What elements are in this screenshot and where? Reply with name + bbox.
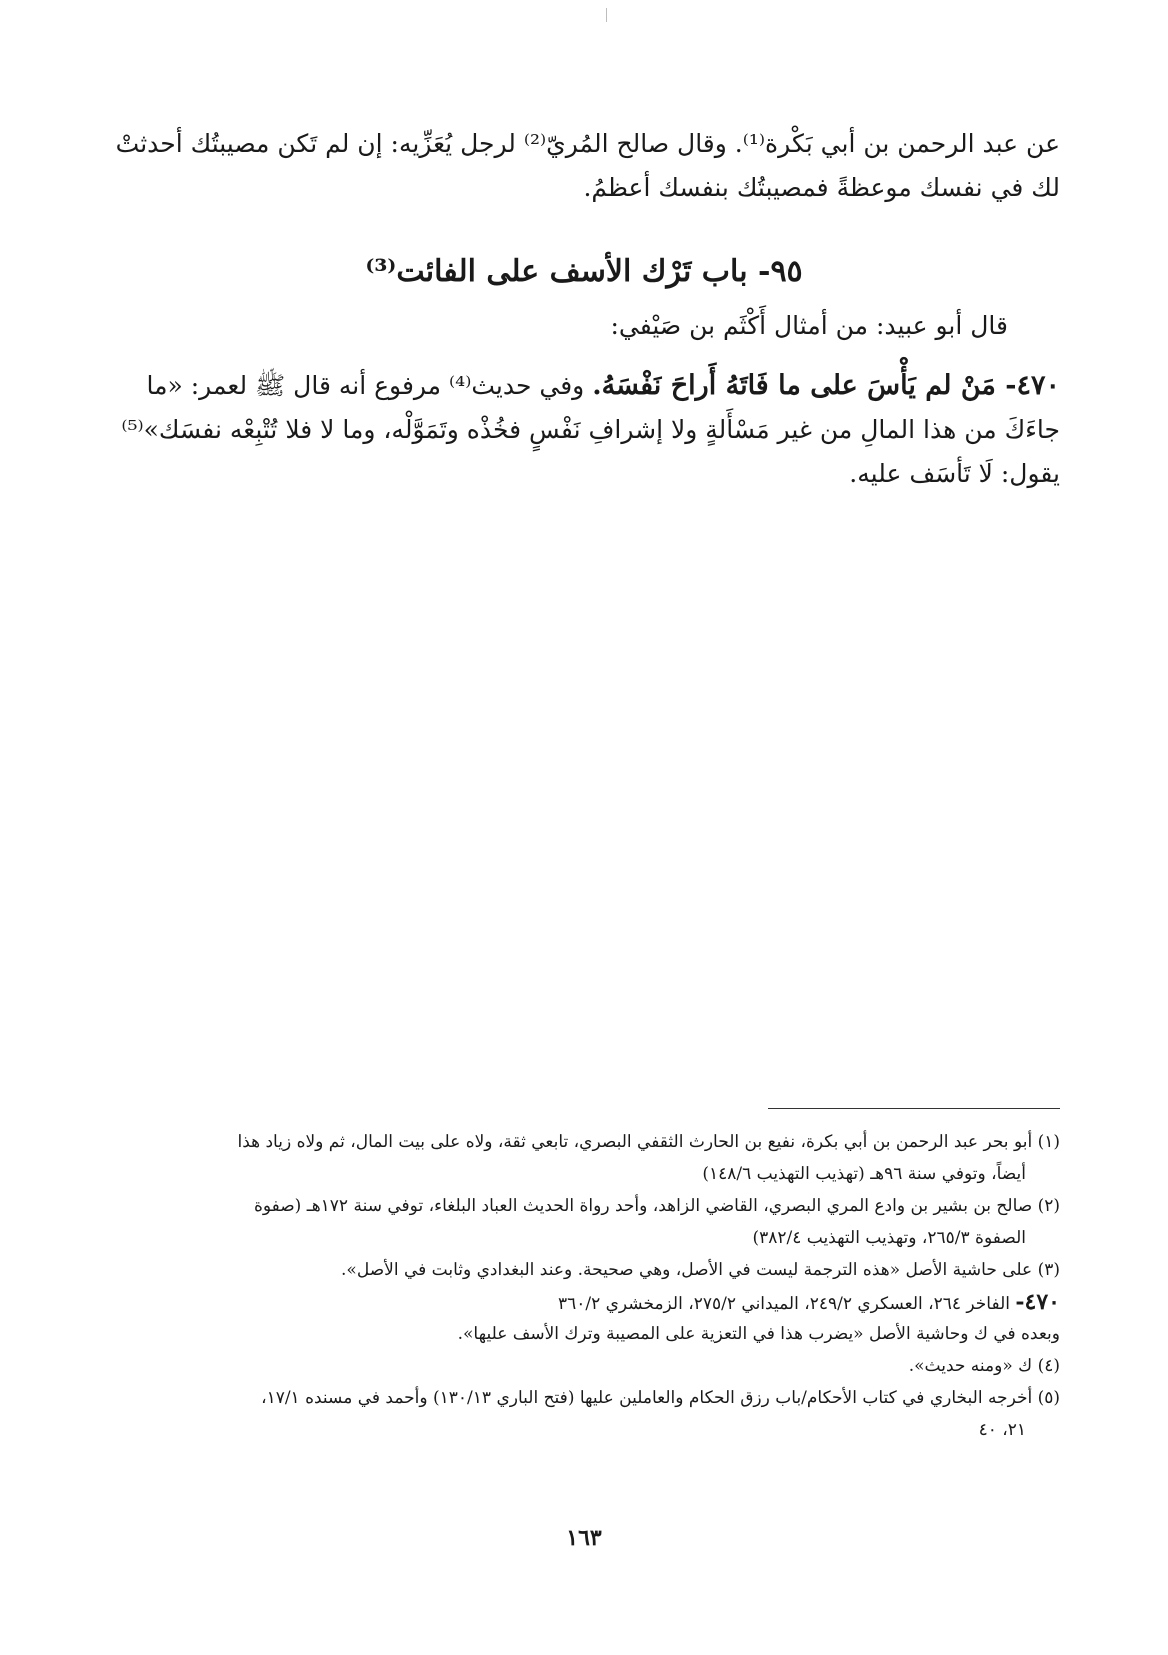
footnote-separator bbox=[768, 1108, 1060, 1109]
text-line: يقول: لَا تَأسَف عليه. bbox=[849, 459, 1060, 488]
footnote-5-line: ٢١، ٤٠ bbox=[978, 1420, 1026, 1440]
paragraph-continuation bbox=[100, 122, 1060, 210]
footnote-5-line: (٥) أخرجه البخاري في كتاب الأحكام/باب رزق الحكام والعاملين عليها (فتح الباري ١٣٠/١٣) وأحمد في مسنده ١٧/١، bbox=[261, 1388, 1060, 1408]
footnote-3: (٣) على حاشية الأصل «هذه الترجمة ليست في الأصل، وهي صحيحة. وعند البغدادي وثابت في الأصل». bbox=[341, 1260, 1060, 1280]
footnote-1-line: أيضاً، وتوفي سنة ٩٦هـ (تهذيب التهذيب ١٤٨/٦) bbox=[702, 1164, 1026, 1184]
footnote-470 bbox=[100, 1286, 1060, 1318]
page-number: ١٦٣ bbox=[566, 1525, 602, 1551]
entry-470 bbox=[100, 364, 1060, 496]
footnote-470-line2: وبعده في ك وحاشية الأصل «يضرب هذا في التعزية على المصيبة وترك الأسف عليها». bbox=[457, 1324, 1060, 1344]
footnote-2-line: (٢) صالح بن بشير بن وادع المري البصري، القاضي الزاهد، وأحد رواة الحديث العباد البلغاء، توفي سنة ١٧٢هـ (صفوة bbox=[253, 1196, 1060, 1216]
text-line: قال أبو عبيد: من أمثال أَكْثَم بن صَيْفي: bbox=[610, 311, 1008, 340]
scan-mark bbox=[606, 8, 607, 22]
section-heading: ٩٥- باب تَرْك الأسف على الفائت⁽³⁾ bbox=[365, 254, 803, 289]
hadith-intro: وفي حديث⁽⁴⁾ مرفوع أنه قال ﷺ لعمر: «ما bbox=[146, 371, 593, 400]
footnote-470-text: الفاخر ٢٦٤، العسكري ٢٤٩/٢، الميداني ٢٧٥/٢، الزمخشري ٣٦٠/٢ bbox=[557, 1294, 1016, 1314]
footnote-4: (٤) ك «ومنه حديث». bbox=[908, 1356, 1060, 1376]
footnote-470-number: ٤٧٠- bbox=[1015, 1289, 1060, 1315]
proverb-text: ٤٧٠- مَنْ لم يَأْسَ على ما فَاتَهُ أَراحَ نَفْسَهُ. bbox=[592, 370, 1060, 401]
footnote-2-line: الصفوة ٢٦٥/٣، وتهذيب التهذيب ٣٨٢/٤) bbox=[752, 1228, 1026, 1248]
intro-line bbox=[108, 304, 1008, 348]
footnote-1-line: (١) أبو بحر عبد الرحمن بن أبي بكرة، نفيع بن الحارث الثقفي البصري، تابعي ثقة، ولاه على بيت المال، ثم ولاه زياد هذا bbox=[237, 1132, 1060, 1152]
text-line: عن عبد الرحمن بن أبي بَكْرة⁽¹⁾. وقال صالح المُريّ⁽²⁾ لرجل يُعَزِّيه: إن لم تَكن مصيبتُك أحدثتْ bbox=[115, 129, 1060, 158]
text-line: لك في نفسك موعظةً فمصيبتُك بنفسك أعظمُ. bbox=[583, 173, 1060, 202]
entry-first-line bbox=[100, 364, 1060, 408]
footnotes bbox=[100, 1126, 1060, 1446]
text-line: جاءَكَ من هذا المالِ من غير مَسْأَلةٍ ولا إشرافِ نَفْسٍ فخُذْه وتَمَوَّلْه، وما لا فلا تُتْبِعْه نفسَك»⁽⁵⁾ bbox=[121, 415, 1060, 444]
